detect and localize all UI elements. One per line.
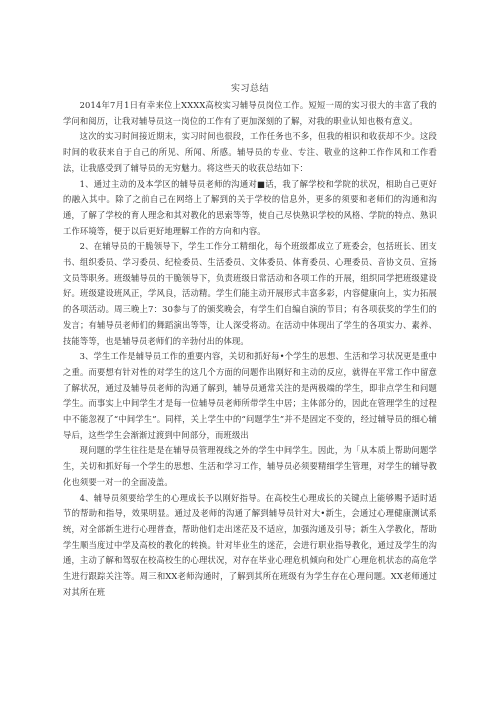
document-body xyxy=(63,98,437,601)
paragraph-point-3: 3、学生工作是辅导员工作的重要内容，关切和抓好每•个学生的思想、生活和学习状况更是重中之重。而要想有针对性的对学生的这几个方面的问题作出刚好和主动的反应，就得在平常工作中留意了解状况，通过及辅导员老师的沟通了解到，辅导员通常关注的是两极端的学生，即非点学生和问题学生。而事实上中间学生才是每一位辅导员老师所带学生中居；主体部分的，因此在管理学生的过程中不能忽视了“中间学生”。同样，关上学生中的“问题学生”并不是固定不变的，经过辅导员的细心辅导后，这些学生会渐渐过渡到中间部分，而班级出 xyxy=(63,351,437,440)
paragraph-point-3-continued: 现问题的学生往往是是在辅导员管理视线之外的学生中间学生。因此，为「从本质上帮助问题学生，关切和抓好每一个学生的思想、生活和学习工作，辅导员必须要精细学生管理，对学生的辅导教化也须要一对一的全面凌盖。 xyxy=(63,445,437,487)
paragraph-point-2: 2、在辅导员的干脆领导下，学生工作分工精细化，每个班级都成立了班委会，包括班长、团支书、组织委员、学习委员、纪检委员、生活委员、文体委员、体育委员、心理委员、音协文员、宣扬文员等职务。班级辅导员的干脆领导下，负责班级日常活动和各项工作的开展，组织同学把班级建设好。班级建设班风正，学风良，活动精。学生们能主动开展形式丰富多彩，内容健康向上，实力拓展的各项活动。周三晚上7：30参与了的颁奖晚会，有学生们自编自演的节目；有各项获奖的学生们的发言；有辅导员老师们的舞蹈演出等等，让人深受将动。在活动中体现出了学生的各项实力、素养、技能等等，也是辅导员老师们的辛勃付出的体现。 xyxy=(63,241,437,346)
paragraph-summary: 这次的实习时间接近期末，实习时间也很段，工作任务也不多，但我的相识和收获却不少。这段时间的收获来自于自己的所见、所闻、所感。辅导员的专业、专注、敬业的这种工作作风和工作看法，让我感受到了辅导员的无穷魅力。将这些天的收获总结如下： xyxy=(63,131,437,173)
paragraph-intro: 2014年7月1日有幸来位上XXXX高校实习辅导员岗位工作。短短一周的实习很大的丰富了我的学问和阅历，让我对辅导员这一岗位的工作有了更加深刻的了解，对我的职业认知也极有意义。 xyxy=(63,100,437,126)
document-title: 实习总结 xyxy=(230,84,269,94)
paragraph-point-4: 4、辅导员须要给学生的心理成长予以刚好指导。在高校生心理成长的关键点上能够赐予适时适节的帮助和指导，效果明显。通过及老师的沟通了解到辅导员针对大•新生，会通过心理健康测试系统，对全部新生进行心理普查，帮助他们走出迷茫及不适应，加强沟通及引导；新生入学教化，帮助学生顺当度过中学及高校的教化的转换。针对毕业生的迷茫，会进行职业指导教化，通过及学生的沟通，主动了解和驾驭在校高校生的心理状况，对存在毕业心理危机倾向和处广心理危机状态的高危学生进行跟踪关注等。周三和XX老师沟通时，了解到其所在班级有为学生存在心理问题。XX老师通过对其所在班 xyxy=(63,492,437,597)
paragraph-point-1: 1、通过主动的及本学区的辅导员老师的沟通对■话，我了解学校和学院的状况，相助自己更好的融入其中。除了之前自己在网络上了解到的关于学校的信息外，更多的须要和老师们的沟通和沟通，了解了学校的育人理念和其对教化的思索等等，使自己尽快熟识学校的风格、学院的特点、熟识工作环境等，便于以后更好地理解工作的方向和内容。 xyxy=(63,178,437,236)
